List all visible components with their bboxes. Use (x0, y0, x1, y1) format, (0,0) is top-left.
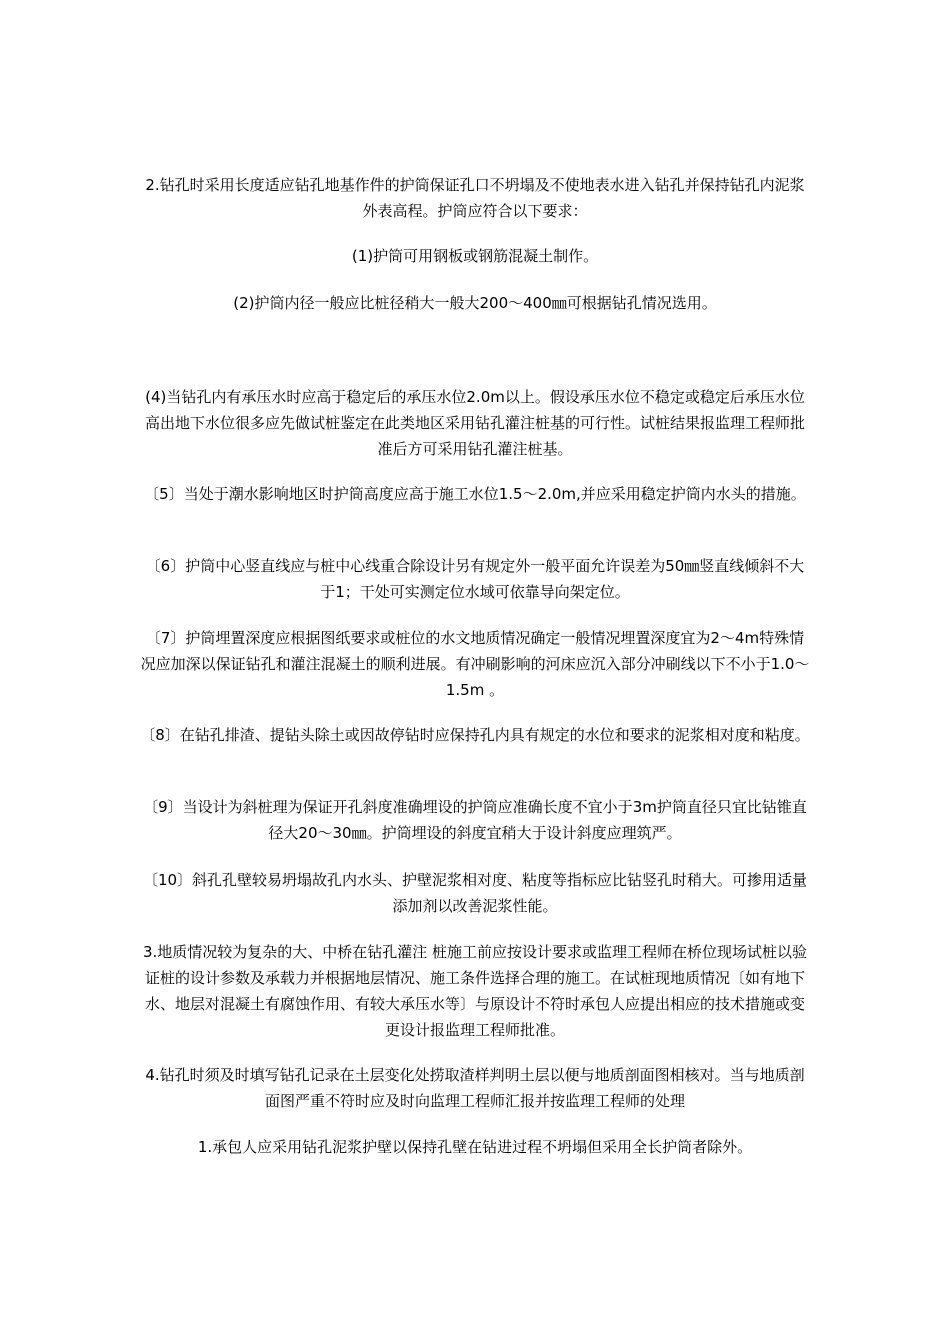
paragraph-4-drilling-records: 4.钻孔时须及时填写钻孔记录在土层变化处捞取渣样判明土层以便与地质剖面图相核对。当与地质剖面图严重不符时应及时向监理工程师汇报并按监理工程师的处理 (145, 1066, 805, 1110)
paragraph-item-5: 〔5〕当处于潮水影响地区时护筒高度应高于施工水位1.5～2.0m,并应采用稳定护筒内水头的措施。 (144, 485, 806, 503)
paragraph-3-geology: 3.地质情况较为复杂的大、中桥在钻孔灌注 桩施工前应按设计要求或监理工程师在桥位现场试桩以验证桩的设计参数及承载力并根据地层情况、施工条件选择合理的施工。在试桩现地质情况〔如有地下水、地层对混凝土有腐蚀作用、有较大承压水等〕与原设计不符时承包人应提出相应的技术措施或变更设计报监理工程师批准。 (142, 943, 808, 1039)
paragraph-item-9: 〔9〕当设计为斜桩理为保证开孔斜度准确埋设的护筒应准确长度不宜小于3m护筒直径只宜比钻锥直径大20～30㎜。护筒埋设的斜度宜稍大于设计斜度应理筑严。 (143, 798, 807, 842)
paragraph-item-4: (4)当钻孔内有承压水时应高于稳定后的承压水位2.0m以上。假设承压水位不稳定或稳定后承压水位高出地下水位很多应先做试桩鉴定在此类地区采用钻孔灌注桩基的可行性。试桩结果报监理工程师批准后方可采用钻孔灌注桩基。 (144, 388, 805, 458)
paragraph-2-casing-requirements: 2.钻孔时采用长度适应钻孔地基作件的护筒保证孔口不坍塌及不使地表水进入钻孔并保持钻孔内泥浆外表高程。护筒应符合以下要求： (145, 176, 805, 220)
paragraph-item-7: 〔7〕护筒埋置深度应根据图纸要求或桩位的水文地质情况确定一般情况埋置深度宜为2～4m特殊情况应加深以保证钻孔和灌注混凝土的顺利进展。有冲刷影响的河床应沉入部分冲刷线以下不小于1.0～1.5m 。 (140, 629, 810, 699)
paragraph-1-mud-wall: 1.承包人应采用钻孔泥浆护壁以保持孔壁在钻进过程不坍塌但采用全长护筒者除外。 (197, 1138, 753, 1156)
paragraph-item-2: (2)护筒内径一般应比桩径稍大一般大200～400㎜可根据钻孔情况选用。 (233, 294, 717, 312)
paragraph-item-8: 〔8〕在钻孔排渣、提钻头除土或因故停钻时应保持孔内具有规定的水位和要求的泥浆相对度和粘度。 (140, 726, 810, 744)
paragraph-item-1: (1)护筒可用钢板或钢筋混凝土制作。 (351, 247, 599, 265)
paragraph-item-6: 〔6〕护筒中心竖直线应与桩中心线重合除设计另有规定外一般平面允许误差为50㎜竖直线倾斜不大于1；干处可实测定位水域可依靠导向架定位。 (145, 557, 805, 601)
paragraph-item-10: 〔10〕斜孔孔壁较易坍塌故孔内水头、护壁泥浆相对度、粘度等指标应比钻竖孔时稍大。可掺用适量添加剂以改善泥浆性能。 (142, 871, 808, 915)
